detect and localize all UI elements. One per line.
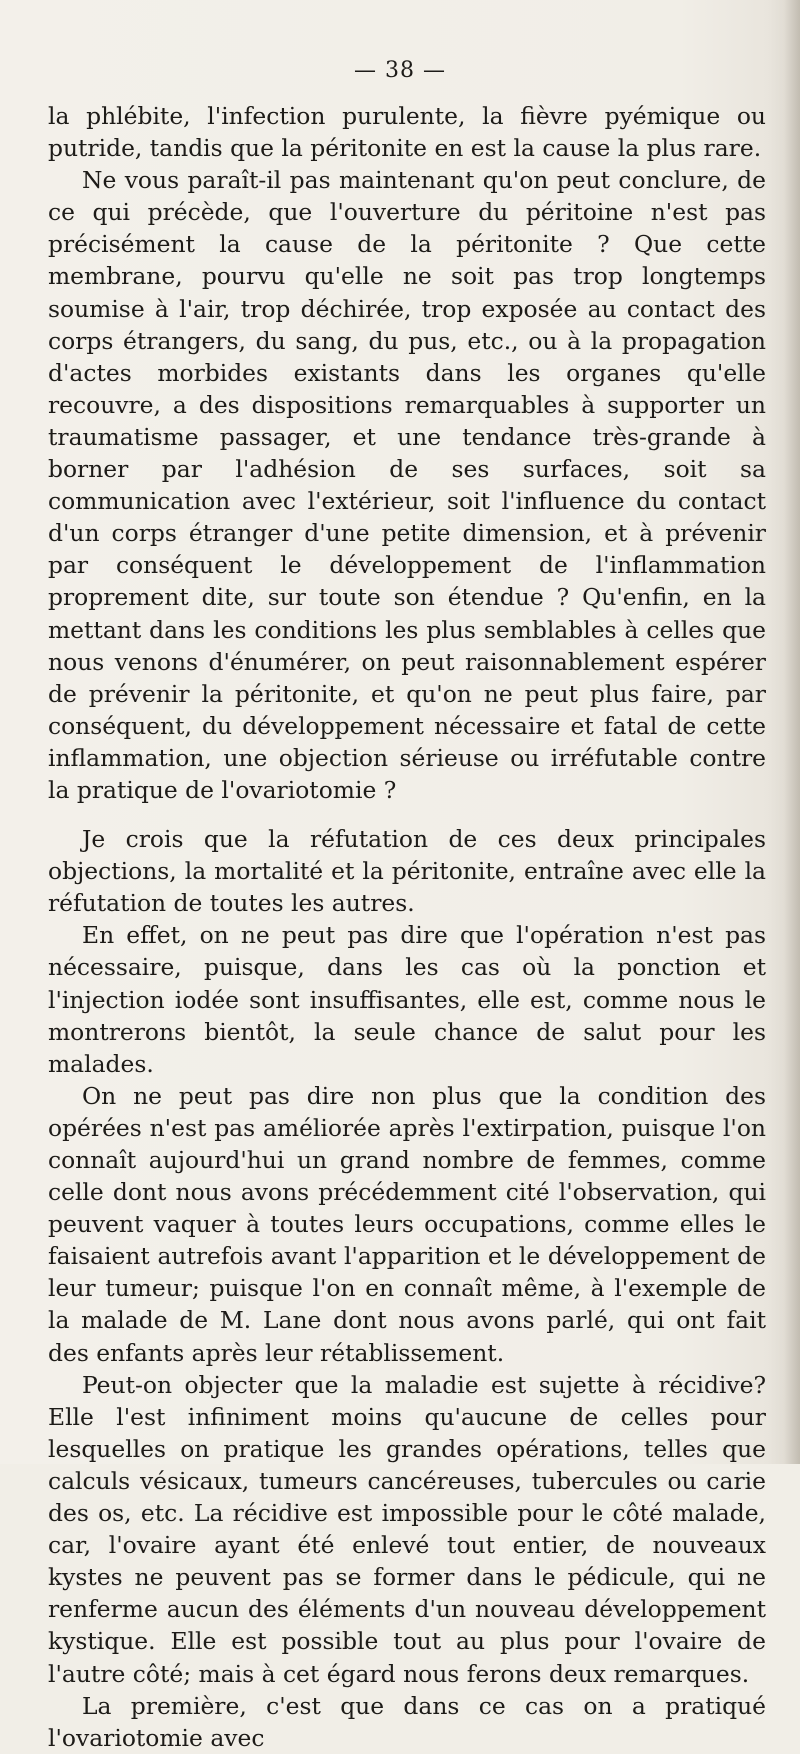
paragraph: Ne vous paraît-il pas maintenant qu'on peut conclure, de ce qui précède, que l'ouverture du péritoine n'est pas précisément la cause de la péritonite ? Que cette membrane, pourvu qu'elle ne soit pas trop longtemps soumise à l'air, trop déchirée, trop exposée au contact des corps étrangers, du sang, du pus, etc., ou à la propagation d'actes morbides existants dans les organes qu'elle recouvre, a des dispositions remarquables à supporter un traumatisme passager, et une tendance très-grande à borner par l'adhésion de ses surfaces, soit sa communication avec l'extérieur, soit l'influence du contact d'un corps étranger d'une petite dimension, et à prévenir par conséquent le développement de l'inflammation proprement dite, sur toute son étendue ? Qu'enfin, en la mettant dans les conditions les plus semblables à celles que nous venons d'énumérer, on peut raisonnablement espérer de prévenir la péritonite, et qu'on ne peut plus faire, par conséquent, du développement nécessaire et fatal de cette inflammation, une objection sérieuse ou irréfutable contre la pratique de l'ovariotomie ? bbox=[48, 166, 766, 804]
paragraph: La première, c'est que dans ce cas on a pratiqué l'ovariotomie avec bbox=[48, 1691, 766, 1752]
paragraph: Peut-on objecter que la maladie est sujette à récidive? Elle l'est infiniment moins qu'aucune de celles pour lesquelles on pratique les grandes opérations, telles que calculs vésicaux, tumeurs cancéreuses, tubercules ou carie des os, etc. La récidive est impossible pour le côté malade, car, l'ovaire ayant été enlevé tout entier, de nouveaux kystes ne peuvent pas se former dans le pédicule, qui ne renferme aucun des éléments d'un nouveau développement kystique. Elle est possible tout au plus pour l'ovaire de l'autre côté; mais à cet égard nous ferons deux remarques. bbox=[48, 1370, 766, 1688]
paragraph: On ne peut pas dire non plus que la condition des opérées n'est pas améliorée après l'extirpation, puisque l'on connaît aujourd'hui un grand nombre de femmes, comme celle dont nous avons précédemment cité l'observation, qui peuvent vaquer à toutes leurs occupations, comme elles le faisaient autrefois avant l'apparition et le développement de leur tumeur; puisque l'on en connaît même, à l'exemple de la malade de M. Lane dont nous avons parlé, qui ont fait des enfants après leur rétablissement. bbox=[48, 1081, 766, 1367]
paragraph: la phlébite, l'infection purulente, la fièvre pyémique ou putride, tandis que la péritonite en est la cause la plus rare. bbox=[48, 102, 766, 163]
page-edge-shadow bbox=[784, 0, 800, 1464]
paragraph: Je crois que la réfutation de ces deux principales objections, la mortalité et la péritonite, entraîne avec elle la réfutation de toutes les autres. bbox=[48, 825, 766, 918]
paragraph: En effet, on ne peut pas dire que l'opération n'est pas nécessaire, puisque, dans les cas où la ponction et l'injection iodée sont insuffisantes, elle est, comme nous le montrerons bientôt, la seule chance de salut pour les malades. bbox=[48, 921, 766, 1078]
page-number: — 38 — bbox=[354, 58, 446, 83]
body-text bbox=[48, 100, 766, 1754]
